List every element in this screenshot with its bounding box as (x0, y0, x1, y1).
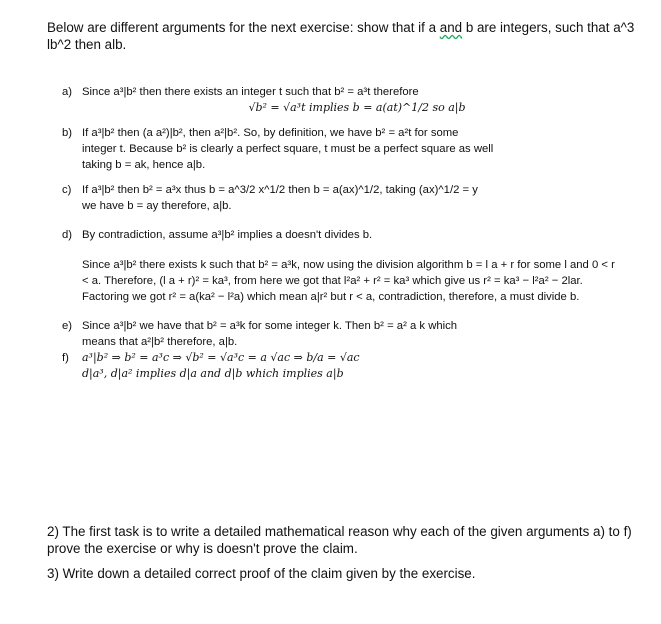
argument-b: b) If a³|b² then (a a²)|b², then a²|b². So, by definition, we have b² = a²t for some integer t. Because b² is clearly a perfect square, t must be a perfect square as well taking b = ak, hence a|b. (62, 127, 494, 171)
item-label: e) (62, 320, 73, 332)
argument-e: e) Since a³|b² we have that b² = a³k for some integer k. Then b² = a² a k which means that a²|b² therefore, a|b. (62, 320, 458, 348)
item-label: c) (62, 184, 72, 196)
item-label: d) (62, 229, 73, 241)
item-label: f) (62, 352, 69, 364)
arguments-list (62, 84, 622, 382)
argument-f: f) a³|b² ⇒ b² = a³c ⇒ √b² = √a³c = a √ac ⇒ b/a = √ac d|a³, d|a² implies d|a and d|b which implies a|b (62, 351, 360, 380)
task-2: 2) The first task is to write a detailed mathematical reason why each of the given arguments a) to f) prove the exercise or why is doesn't prove the claim. (47, 524, 632, 556)
task-3: 3) Write down a detailed correct proof of the claim given by the exercise. (47, 566, 476, 581)
argument-a: a) Since a³|b² then there exists an integer t such that b² = a³t therefore √b² = √a³t implies b = a(at)^1/2 so a|b (62, 86, 466, 114)
item-label: a) (62, 86, 73, 98)
argument-d: d) By contradiction, assume a³|b² implies a doesn't divides b. Since a³|b² there exists k such that b² = a³k, now using the division algorithm b = l a + r for some l and 0 < r < a. Therefore, (l a + r)² = ka³, from here we got that l²a² + r² = ka³ which give us r² = ka³ − l²a² − 2lar. Factoring we got r² = a(ka² − l²a) which mean a|r² but r < a, contradiction, therefore, a must divide b. (62, 229, 615, 303)
tasks (47, 523, 647, 590)
exercise-statement: Below are different arguments for the next exercise: show that if a and b are integers, such that a^3 lb^2 then alb. (47, 20, 635, 52)
argument-c: c) If a³|b² then b² = a³x thus b = a^3/2 x^1/2 then b = a(ax)^1/2, taking (ax)^1/2 = y we have b = ay therefore, a|b. (62, 184, 478, 212)
item-label: b) (62, 127, 73, 139)
spellcheck-word: and (439, 20, 463, 35)
